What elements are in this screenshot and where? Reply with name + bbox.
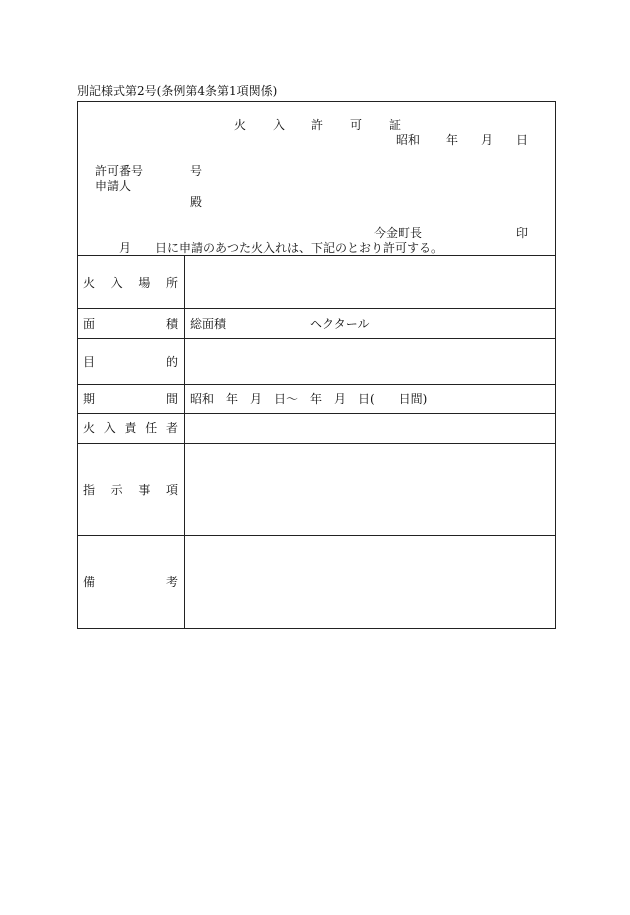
- day-label: 日: [516, 133, 529, 147]
- statement-text: 日に申請のあつた火入れは、下記のとおり許可する。: [155, 241, 444, 255]
- year-label: 年: [446, 133, 459, 147]
- row-label-remarks: 備 考: [83, 575, 178, 589]
- row-label-purpose: 目 的: [83, 355, 178, 369]
- label-column-divider: [184, 255, 185, 629]
- row-label-period: 期 間: [83, 392, 178, 406]
- title-char: 火: [234, 118, 247, 132]
- statement-month: 月: [119, 241, 132, 255]
- honorific-label: 殿: [190, 195, 203, 209]
- title-char: 許: [311, 118, 324, 132]
- period-value: 昭和 年 月 日～ 年 月 日( 日間): [190, 392, 428, 406]
- row-label-place: 火 入 場 所: [83, 276, 178, 290]
- form-caption: 別記様式第2号(条例第4条第1項関係): [77, 84, 278, 98]
- month-label: 月: [481, 133, 494, 147]
- title-char: 入: [273, 118, 286, 132]
- seal-label: 印: [516, 226, 529, 240]
- row-divider: [77, 338, 556, 339]
- row-label-instructions: 指 示 事 項: [83, 483, 178, 497]
- row-label-manager: 火 入 責 任 者: [83, 421, 178, 435]
- row-divider: [77, 308, 556, 309]
- total-area-label: 総面積: [190, 317, 227, 331]
- permit-number-suffix: 号: [190, 164, 203, 178]
- title-char: 可: [350, 118, 363, 132]
- era-label: 昭和: [396, 133, 421, 147]
- table-top-line: [77, 255, 556, 256]
- row-divider: [77, 443, 556, 444]
- row-divider: [77, 535, 556, 536]
- applicant-label: 申請人: [95, 179, 132, 193]
- hectare-unit: ヘクタール: [310, 317, 370, 331]
- permit-number-label: 許可番号: [95, 164, 144, 178]
- title-char: 証: [389, 118, 402, 132]
- row-divider: [77, 413, 556, 414]
- row-divider: [77, 384, 556, 385]
- row-label-area: 面 積: [83, 317, 178, 331]
- issuer-label: 今金町長: [374, 226, 423, 240]
